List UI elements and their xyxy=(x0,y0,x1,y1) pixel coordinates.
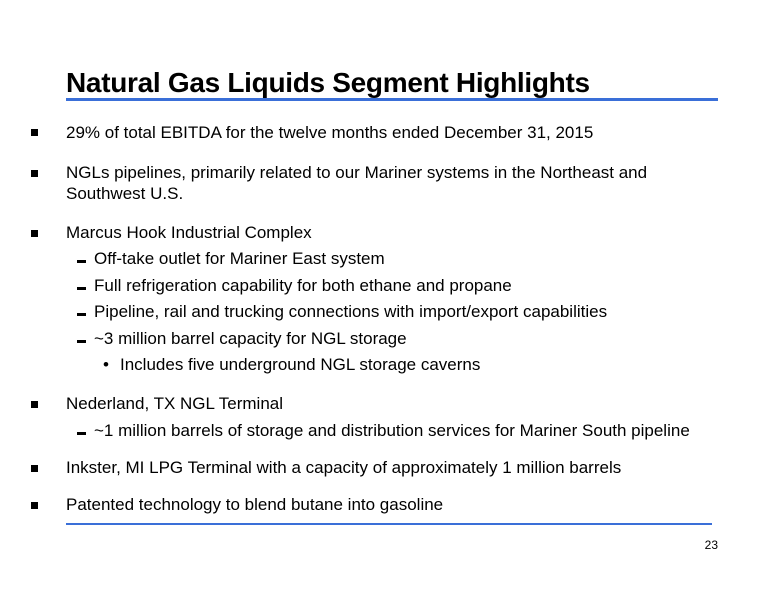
bullet-text-continued: Southwest U.S. xyxy=(66,184,184,203)
bullet-square xyxy=(31,129,38,136)
bullet-square xyxy=(31,170,38,177)
bullet-text: Inkster, MI LPG Terminal with a capacity of approximately 1 million barrels xyxy=(66,458,622,477)
sub-bullet-dash xyxy=(77,287,86,290)
sub-bullet-text: ~3 million barrel capacity for NGL storage xyxy=(94,329,407,348)
sub-bullet-dash xyxy=(77,260,86,263)
title-underline xyxy=(66,98,718,101)
bullet-square xyxy=(31,230,38,237)
sub-bullet-text: Off-take outlet for Mariner East system xyxy=(94,249,385,268)
sub-bullet-dash xyxy=(77,313,86,316)
bullet-text: 29% of total EBITDA for the twelve months ended December 31, 2015 xyxy=(66,123,594,142)
footer-rule xyxy=(66,523,712,525)
bullet-text: Nederland, TX NGL Terminal xyxy=(66,394,284,413)
sub-bullet-dash xyxy=(77,340,86,343)
sub-sub-bullet-dot: • xyxy=(103,355,109,374)
slide-title: Natural Gas Liquids Segment Highlights xyxy=(66,67,590,98)
sub-bullet-text: Full refrigeration capability for both ethane and propane xyxy=(94,276,512,295)
bullet-square xyxy=(31,401,38,408)
bullet-text: Patented technology to blend butane into gasoline xyxy=(66,495,444,514)
bullet-text: NGLs pipelines, primarily related to our Mariner systems in the Northeast and xyxy=(66,163,648,182)
sub-sub-bullet-text: Includes five underground NGL storage caverns xyxy=(120,355,481,374)
bullet-square xyxy=(31,502,38,509)
bullet-square xyxy=(31,465,38,472)
sub-bullet-dash xyxy=(77,432,86,435)
sub-bullet-text: Pipeline, rail and trucking connections with import/export capabilities xyxy=(94,302,608,321)
bullet-text: Marcus Hook Industrial Complex xyxy=(66,223,312,242)
page-number: 23 xyxy=(704,538,718,552)
sub-bullet-text: ~1 million barrels of storage and distribution services for Mariner South pipeline xyxy=(94,421,690,440)
